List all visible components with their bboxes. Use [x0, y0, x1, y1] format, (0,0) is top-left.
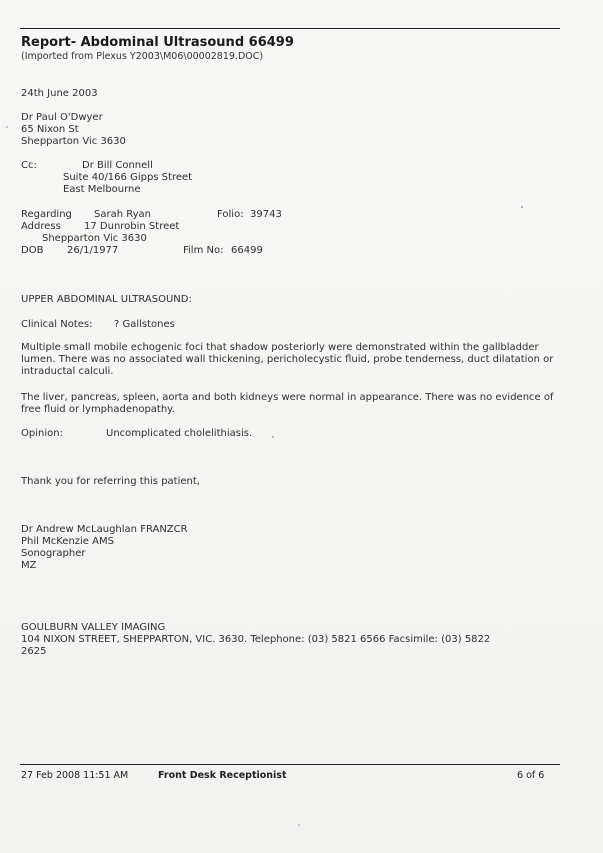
clinical-notes-value: ? Gallstones	[114, 319, 175, 330]
footer-page-number: 6 of 6	[517, 770, 545, 781]
findings-paragraph-1: Multiple small mobile echogenic foci that shadow posteriorly were demonstrated within the gallbladder lumen. There was no associated wall thickening, pericholecystic fluid, probe tenderness, duct dilatation or intraductal calculi.	[21, 342, 554, 377]
patient-address-2: Shepparton Vic 3630	[42, 233, 147, 244]
findings-paragraph-2: The liver, pancreas, spleen, aorta and both kidneys were normal in appearance. There was no evidence of free fluid or lymphadenopathy.	[21, 392, 554, 415]
dob-value: 26/1/1977	[67, 245, 119, 256]
scan-speck	[6, 126, 8, 128]
signature-radiologist: Dr Andrew McLaughlan FRANZCR	[21, 524, 188, 535]
cc-street: Suite 40/166 Gipps Street	[63, 172, 193, 183]
clinical-notes-label: Clinical Notes:	[21, 319, 93, 330]
address-label: Address	[21, 221, 61, 232]
dob-label: DOB	[21, 245, 44, 256]
cc-name: Dr Bill Connell	[82, 160, 153, 171]
import-path: (Imported from Plexus Y2003\M06\00002819.DOC)	[21, 51, 264, 62]
footer-rule	[20, 764, 560, 765]
scan-speck	[272, 436, 274, 438]
opinion-value: Uncomplicated cholelithiasis.	[106, 428, 253, 439]
section-heading: UPPER ABDOMINAL ULTRASOUND:	[21, 294, 192, 305]
cc-label: Cc:	[21, 160, 37, 171]
scan-speck	[521, 206, 523, 208]
patient-name: Sarah Ryan	[94, 209, 152, 220]
film-value: 66499	[231, 245, 263, 256]
regarding-label: Regarding	[21, 209, 72, 220]
scan-speck	[298, 824, 300, 826]
practice-fax-tail: 2625	[21, 646, 47, 657]
practice-name: GOULBURN VALLEY IMAGING	[21, 622, 166, 633]
report-title: Report- Abdominal Ultrasound 66499	[21, 35, 294, 50]
folio-value: 39743	[250, 209, 282, 220]
film-label: Film No:	[183, 245, 224, 256]
folio-label: Folio:	[217, 209, 244, 220]
opinion-label: Opinion:	[21, 428, 63, 439]
footer-timestamp: 27 Feb 2008 11:51 AM	[21, 770, 129, 781]
patient-address-1: 17 Dunrobin Street	[84, 221, 180, 232]
signature-initials: MZ	[21, 560, 37, 571]
signature-sonographer-name: Phil McKenzie AMS	[21, 536, 114, 547]
footer-user: Front Desk Receptionist	[158, 770, 287, 781]
recipient-city: Shepparton Vic 3630	[21, 136, 126, 147]
header-rule	[20, 28, 560, 29]
cc-city: East Melbourne	[63, 184, 141, 195]
letter-date: 24th June 2003	[21, 88, 98, 99]
closing-thanks: Thank you for referring this patient,	[21, 476, 200, 487]
signature-role: Sonographer	[21, 548, 86, 559]
recipient-street: 65 Nixon St	[21, 124, 79, 135]
recipient-name: Dr Paul O'Dwyer	[21, 112, 103, 123]
practice-address: 104 NIXON STREET, SHEPPARTON, VIC. 3630. Telephone: (03) 5821 6566 Facsimile: (03) 5822	[21, 634, 491, 645]
